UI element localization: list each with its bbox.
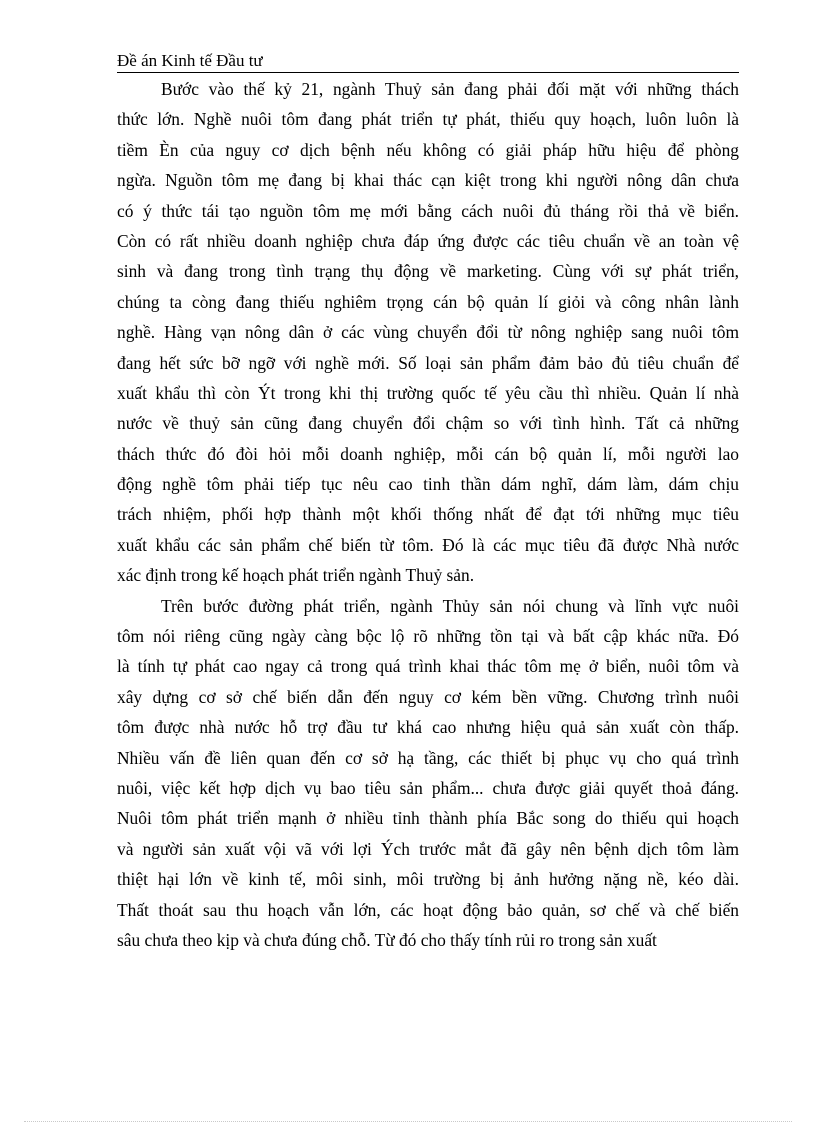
text-line: Nuôi tôm phát triển mạnh ở nhiều tỉnh thành phía Bắc song do thiếu qui hoạch (117, 808, 739, 829)
text-line: đang hết sức bỡ ngỡ với nghề mới. Số loại sản phẩm đảm bảo đủ tiêu chuẩn để (117, 352, 739, 373)
text-line: Nhiều vấn đề liên quan đến cơ sở hạ tầng, các thiết bị phục vụ cho quá trình (117, 747, 739, 768)
text-line: tôm nói riêng cũng ngày càng bộc lộ rõ những tồn tại và bất cập khác nữa. Đó (117, 626, 739, 647)
text-line: xuất khẩu các sản phẩm chế biến từ tôm. Đó là các mục tiêu đã được Nhà nước (117, 534, 739, 555)
text-line: động nghề tôm phải tiếp tục nêu cao tinh thần dám nghĩ, dám làm, dám chịu (117, 474, 739, 495)
paragraph-2 (117, 591, 739, 956)
text-line: có ý thức tái tạo nguồn tôm mẹ mới bằng cách nuôi đủ tháng rồi thả về biển. (117, 200, 739, 221)
paragraph-1 (117, 74, 739, 591)
text-line: và người sản xuất vội vã với lợi Ých trước mắt đã gây nên bệnh dịch tôm làm (117, 838, 739, 859)
header-title: Đề án Kinh tế Đầu tư (117, 51, 263, 70)
text-line: Trên bước đường phát triển, ngành Thủy sản nói chung và lĩnh vực nuôi (161, 595, 739, 616)
page-bottom-divider (24, 1121, 792, 1122)
text-line: thách thức đó đòi hỏi mỗi doanh nghiệp, mỗi cán bộ quản lí, mỗi người lao (117, 443, 739, 464)
text-line: Bước vào thế kỷ 21, ngành Thuỷ sản đang phải đối mặt với những thách (161, 79, 739, 99)
text-line: là tính tự phát cao ngay cả trong quá trình khai thác tôm mẹ ở biển, nuôi tôm và (117, 656, 739, 677)
text-line: nước về thuỷ sản cũng đang chuyển đổi chậm so với tình hình. Tất cả những (117, 413, 739, 434)
text-line: xuất khẩu thì còn Ýt trong khi thị trường quốc tế yêu cầu thì nhiều. Quản lí nhà (117, 382, 739, 403)
page-header (117, 50, 739, 73)
text-line: nghề. Hàng vạn nông dân ở các vùng chuyển đổi từ nông nghiệp sang nuôi tôm (117, 322, 739, 343)
text-line: nuôi, việc kết hợp dịch vụ bao tiêu sản phẩm... chưa được giải quyết thoả đáng. (117, 777, 739, 798)
text-line: thức lớn. Nghề nuôi tôm đang phát triển tự phát, thiếu quy hoạch, luôn luôn là (117, 109, 739, 130)
text-line: chúng ta còng đang thiếu nghiêm trọng cán bộ quản lí giỏi và công nhân lành (117, 291, 739, 312)
text-line: trách nhiệm, phối hợp thành một khối thống nhất để đạt tới những mục tiêu (117, 504, 739, 525)
text-line: xây dựng cơ sở chế biến dẫn đến nguy cơ kém bền vững. Chương trình nuôi (117, 686, 739, 707)
text-line: xác định trong kế hoạch phát triển ngành Thuỷ sản. (117, 565, 475, 586)
text-line: thiệt hại lớn về kinh tế, môi sinh, môi trường bị ảnh hưởng nặng nề, kéo dài. (117, 869, 739, 890)
text-line: tiềm Èn của nguy cơ dịch bệnh nếu không có giải pháp hữu hiệu để phòng (117, 139, 739, 160)
text-line: ngừa. Nguồn tôm mẹ đang bị khai thác cạn kiệt trong khi người nông dân chưa (117, 170, 739, 191)
text-line: Thất thoát sau thu hoạch vẫn lớn, các hoạt động bảo quản, sơ chế và chế biến (117, 899, 739, 920)
text-line: tôm được nhà nước hỗ trợ đầu tư khá cao nhưng hiệu quả sản xuất còn thấp. (117, 717, 739, 738)
body-text (117, 74, 739, 955)
text-line: sâu chưa theo kịp và chưa đúng chỗ. Từ đó cho thấy tính rủi ro trong sản xuất (117, 929, 657, 950)
text-line: sinh và đang trong tình trạng thụ động về marketing. Cùng với sự phát triển, (117, 261, 739, 282)
text-line: Còn có rất nhiều doanh nghiệp chưa đáp ứng được các tiêu chuẩn về an toàn vệ (117, 230, 739, 251)
